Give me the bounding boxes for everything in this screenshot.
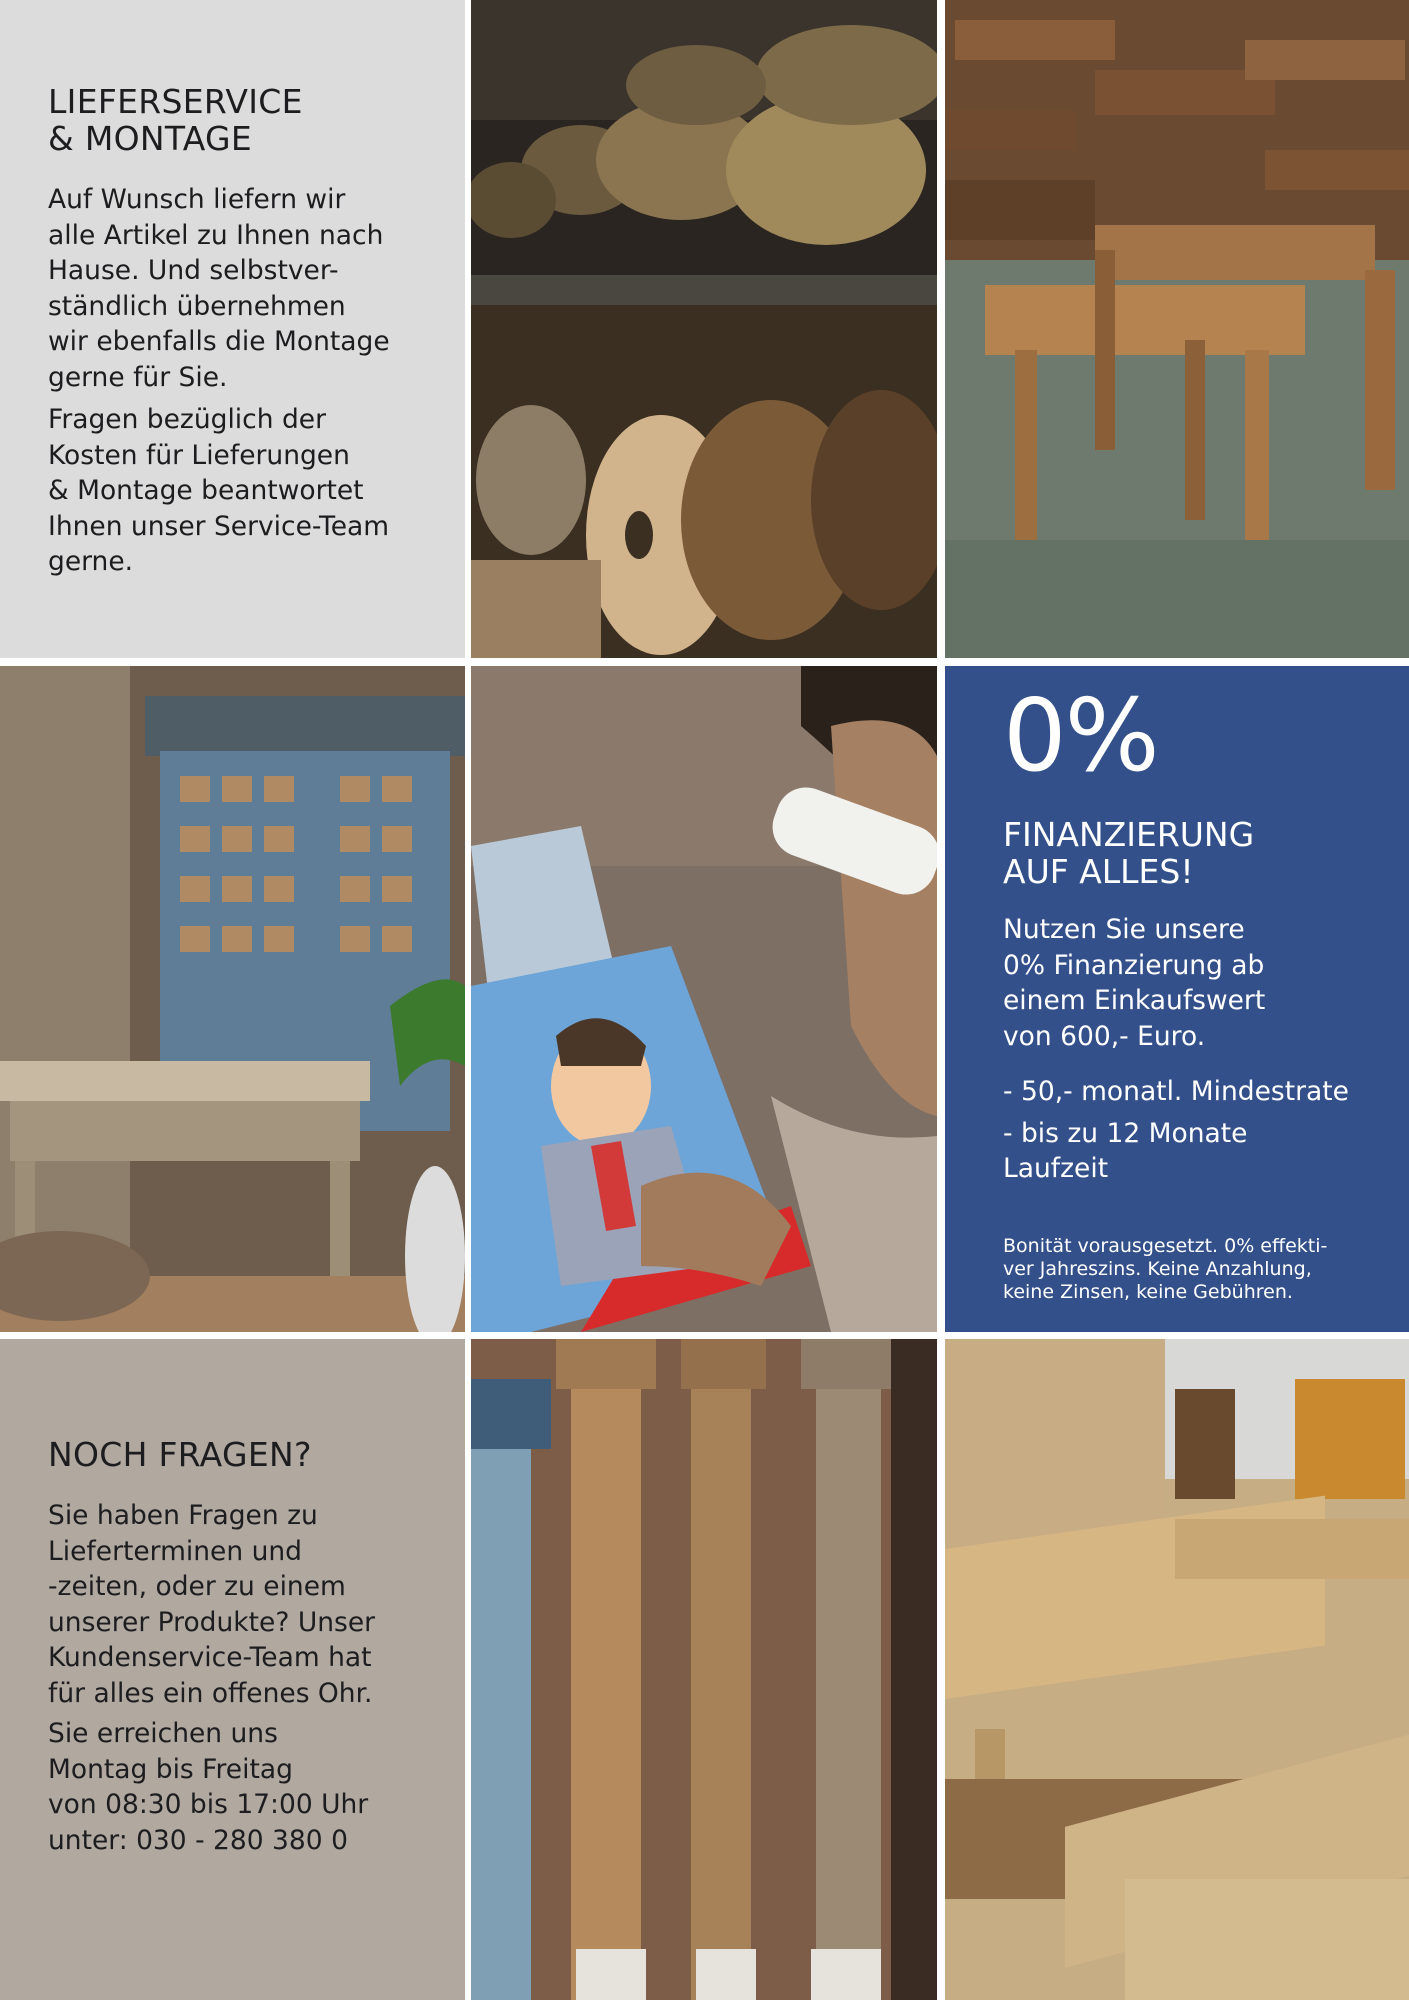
contact-panel (0, 1339, 465, 2000)
delivery-panel (0, 0, 465, 658)
financing-bullet-minimum-rate: - 50,- monatl. Mindestrate (1003, 1076, 1349, 1107)
photo-blue-door-console (0, 666, 465, 1332)
photo-wooden-stools (945, 0, 1409, 658)
contact-heading: NOCH FRAGEN? (48, 1435, 312, 1474)
contact-paragraph-2: Sie erreichen uns Montag bis Freitag von 08:30 bis 17:00 Uhr unter: 030 - 280 380 0 (48, 1718, 369, 1856)
delivery-paragraph-2: Fragen bezüglich der Kosten für Lieferungen & Montage beantwortet Ihnen unser Service-Team gerne. (48, 404, 390, 577)
financing-heading: FINANZIERUNG AUF ALLES! (1003, 815, 1255, 891)
delivery-paragraph-1: Auf Wunsch liefern wir alle Artikel zu Ihnen nach Hause. Und selbstver- ständlich übernehmen wir ebenfalls die Montage gerne für Sie. (48, 184, 390, 393)
photo-carved-columns (471, 1339, 937, 2000)
photo-wooden-tables (945, 1339, 1409, 2000)
financing-fineprint: Bonität vorausgesetzt. 0% effekti- ver Jahreszins. Keine Anzahlung, keine Zinsen, keine Gebühren. (1003, 1235, 1328, 1303)
photo-artist-painting (471, 666, 937, 1332)
delivery-heading-line2: & MONTAGE (48, 119, 253, 158)
contact-paragraph-1: Sie haben Fragen zu Lieferterminen und -zeiten, oder zu einem unserer Produkte? Unser Kundenservice-Team hat für alles ein offenes Ohr. (48, 1500, 376, 1709)
financing-bullet-term: - bis zu 12 Monate Laufzeit (1003, 1117, 1248, 1184)
delivery-heading-line1: LIEFERSERVICE (48, 82, 303, 121)
financing-panel (945, 666, 1409, 1332)
financing-percent: 0% (1003, 677, 1158, 794)
delivery-heading (48, 83, 417, 157)
financing-body: Nutzen Sie unsere 0% Finanzierung ab einem Einkaufswert von 600,- Euro. (1003, 914, 1266, 1052)
photo-pots-and-wheels (471, 0, 937, 658)
